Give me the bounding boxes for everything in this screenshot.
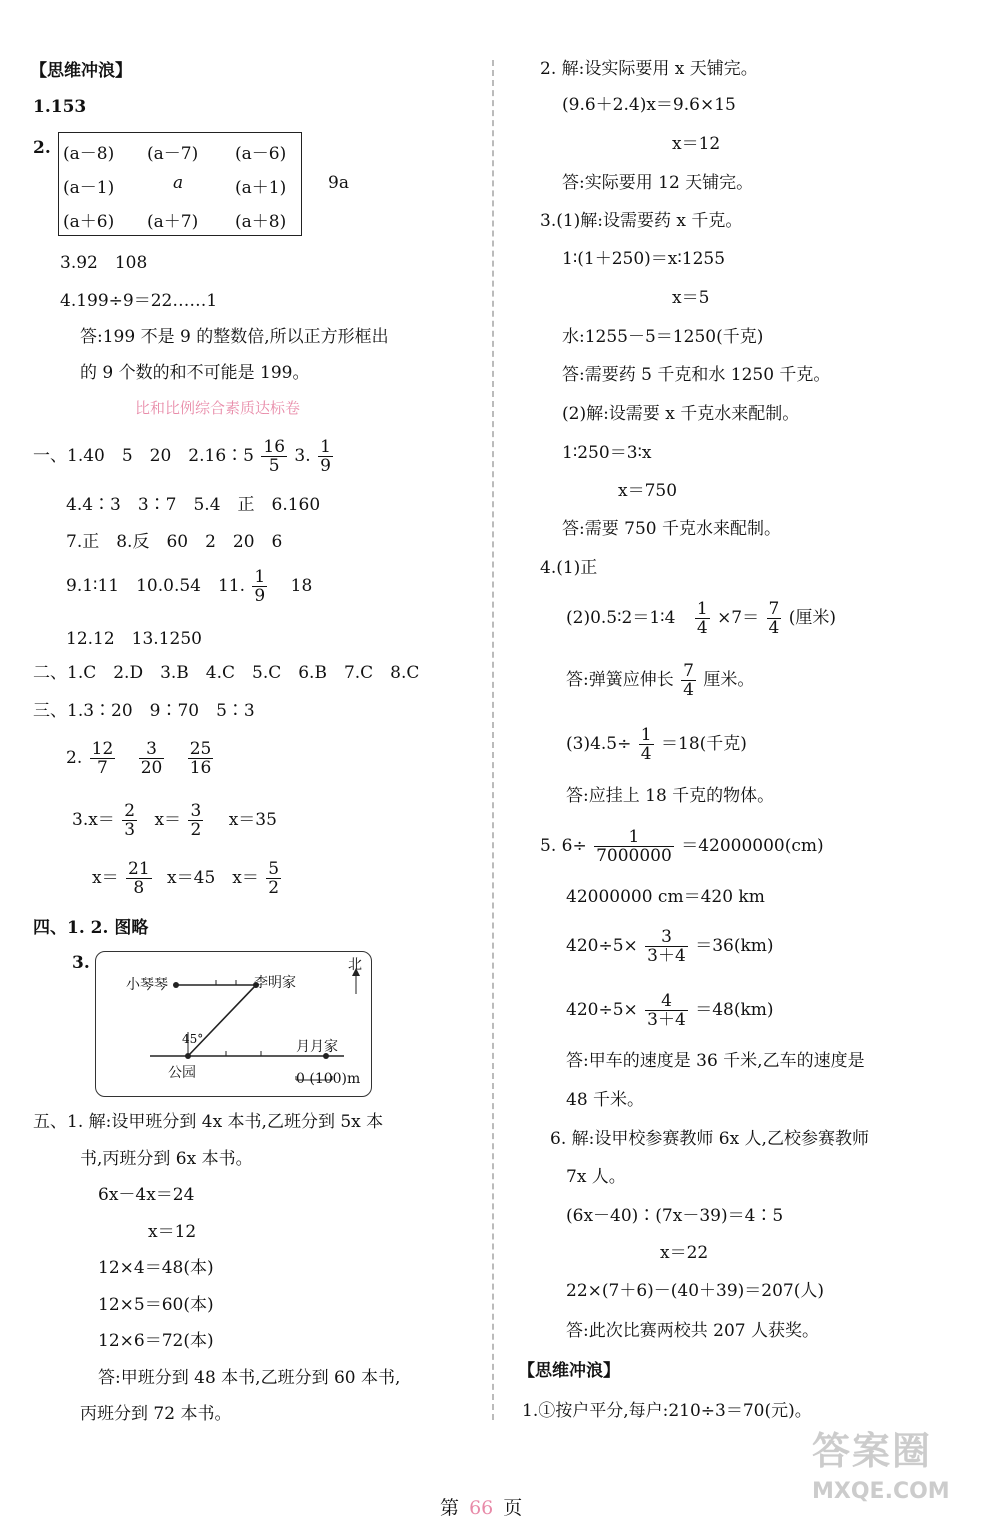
- answer-line: 2. 解:设实际要用 x 天铺完。: [540, 59, 758, 79]
- answer-line: (3)4.5÷ $\frac{1}{4}$ ＝18(千克): [566, 725, 747, 764]
- answer-line: 6x－4x＝24: [98, 1185, 195, 1205]
- answer-line: x＝750: [618, 481, 678, 501]
- answer-line: 1.①按户平分,每户:210÷3＝70(元)。: [522, 1401, 812, 1421]
- page-number-value: 66: [469, 1497, 494, 1519]
- answer-line: 9.1∶11 10.0.54 11. $\frac{1}{9}$ 18: [66, 567, 313, 606]
- watermark-logo: 答案圈 MXQE.COM: [812, 1429, 950, 1504]
- answer-line: 水:1255－5＝1250(千克): [562, 327, 764, 347]
- answer-line: 3.x＝ $\frac{2}{3}$ x＝ $\frac{3}{2}$ x＝35: [72, 801, 277, 840]
- heading-thinking-wave: 【思维冲浪】: [518, 1361, 620, 1381]
- answer-line: 2. $\frac{12}{7}$ $\frac{3}{20}$ $\frac{25}{16}$: [66, 739, 212, 778]
- answer-line: 4.199÷9＝22……1: [60, 291, 218, 311]
- grid-cell: (a－1): [63, 178, 115, 198]
- heading-thinking-wave: 【思维冲浪】: [30, 61, 132, 81]
- map-place-label: 公园: [168, 1065, 196, 1081]
- answer-line: 4.(1)正: [540, 558, 598, 578]
- answer-line: x＝ $\frac{21}{8}$ x＝45 x＝ $\frac{5}{2}$: [92, 859, 280, 898]
- answer-line: 答:需要 750 千克水来配制。: [562, 519, 781, 539]
- answer-line: 答:实际要用 12 天铺完。: [562, 173, 754, 193]
- grid-cell: a: [173, 173, 184, 193]
- answer-line: 1.153: [33, 97, 87, 117]
- answer-line: 答:199 不是 9 的整数倍,所以正方形框出: [80, 327, 389, 347]
- answer-line: 420÷5× $\frac{4}{3+4}$ ＝48(km): [566, 991, 774, 1030]
- answer-label: 2.: [33, 138, 51, 158]
- answer-line: (2)解:设需要 x 千克水来配制。: [562, 404, 800, 424]
- answer-line: 答:弹簧应伸长 $\frac{7}{4}$ 厘米。: [566, 661, 755, 700]
- north-label: 北: [348, 957, 362, 973]
- map-place-label: 小琴琴: [126, 977, 168, 993]
- answer-line: 答:此次比赛两校共 207 人获奖。: [566, 1321, 819, 1341]
- answer-line: 答:甲车的速度是 36 千米,乙车的速度是: [566, 1051, 865, 1071]
- answer-line: 4.4∶3 3∶7 5.4 正 6.160: [66, 495, 321, 515]
- answer-line: 12×6＝72(本): [98, 1331, 214, 1351]
- answer-line: 二、1.C 2.D 3.B 4.C 5.C 6.B 7.C 8.C: [33, 663, 420, 683]
- grid-cell: (a－8): [63, 144, 115, 164]
- answer-line: (6x－40)∶(7x－39)＝4∶5: [566, 1206, 784, 1226]
- map-place-label: 月月家: [296, 1039, 338, 1055]
- grid-cell: (a＋8): [235, 212, 287, 232]
- answer-line: 5. 6÷ $\frac{1}{7000000}$ ＝42000000(cm): [540, 827, 824, 866]
- section-title: 比和比例综合素质达标卷: [135, 399, 301, 417]
- answer-line: 三、1.3∶20 9∶70 5∶3: [33, 701, 255, 721]
- grid-cell: (a＋6): [63, 212, 115, 232]
- answer-line: (2)0.5∶2＝1∶4 $\frac{1}{4}$ ×7＝ $\frac{7}{4}$ (厘米): [566, 599, 837, 638]
- answer-line: 48 千米。: [566, 1090, 645, 1110]
- grid-cell: (a＋1): [235, 178, 287, 198]
- answer-line: 1∶(1＋250)＝x∶1255: [562, 249, 726, 269]
- answer-line: 12.12 13.1250: [66, 629, 202, 649]
- answer-line: x＝22: [660, 1243, 709, 1263]
- grid-cell: (a－6): [235, 144, 287, 164]
- number-grid: [58, 132, 302, 236]
- answer-line: x＝5: [672, 288, 710, 308]
- answer-line: 五、1. 解:设甲班分到 4x 本书,乙班分到 5x 本: [33, 1112, 384, 1132]
- answer-line: 的 9 个数的和不可能是 199。: [80, 363, 310, 383]
- column-divider: [492, 60, 494, 1420]
- answer-line: 420÷5× $\frac{3}{3+4}$ ＝36(km): [566, 927, 774, 966]
- answer-line: 3.92 108: [60, 253, 148, 273]
- answer-line: (9.6＋2.4)x＝9.6×15: [562, 95, 736, 115]
- answer-line: 7x 人。: [566, 1167, 626, 1187]
- answer-line: 一、1.40 5 20 2.16∶5 $\frac{16}{5}$ 3. $\frac{1}{9}$: [33, 437, 331, 476]
- grid-sum: 9a: [328, 173, 349, 193]
- map-place-label: 李明家: [254, 975, 296, 991]
- answer-line: 答:应挂上 18 千克的物体。: [566, 786, 775, 806]
- answer-line: 丙班分到 72 本书。: [80, 1404, 232, 1424]
- answer-line: 22×(7＋6)－(40＋39)＝207(人): [566, 1281, 825, 1301]
- answer-line: 7.正 8.反 60 2 20 6: [66, 532, 283, 552]
- grid-cell: (a－7): [147, 144, 199, 164]
- answer-label: 3.: [72, 953, 90, 973]
- map-diagram: [95, 951, 372, 1097]
- angle-label: 45°: [182, 1032, 204, 1046]
- answer-line: 四、1. 2. 图略: [33, 918, 149, 938]
- answer-line: 书,丙班分到 6x 本书。: [80, 1149, 253, 1169]
- answer-line: 答:甲班分到 48 本书,乙班分到 60 本书,: [98, 1368, 401, 1388]
- answer-line: 3.(1)解:设需要药 x 千克。: [540, 211, 743, 231]
- answer-line: 12×5＝60(本): [98, 1295, 214, 1315]
- scale-label: 0 (100)m: [296, 1071, 361, 1087]
- answer-line: x＝12: [672, 134, 721, 154]
- answer-line: 42000000 cm＝420 km: [566, 887, 765, 907]
- answer-line: 1∶250＝3∶x: [562, 443, 652, 463]
- answer-line: 12×4＝48(本): [98, 1258, 214, 1278]
- answer-line: 6. 解:设甲校参赛教师 6x 人,乙校参赛教师: [550, 1129, 869, 1149]
- page-number: 第 66 页: [440, 1497, 523, 1519]
- answer-line: x＝12: [148, 1222, 197, 1242]
- grid-cell: (a＋7): [147, 212, 199, 232]
- answer-line: 答:需要药 5 千克和水 1250 千克。: [562, 365, 831, 385]
